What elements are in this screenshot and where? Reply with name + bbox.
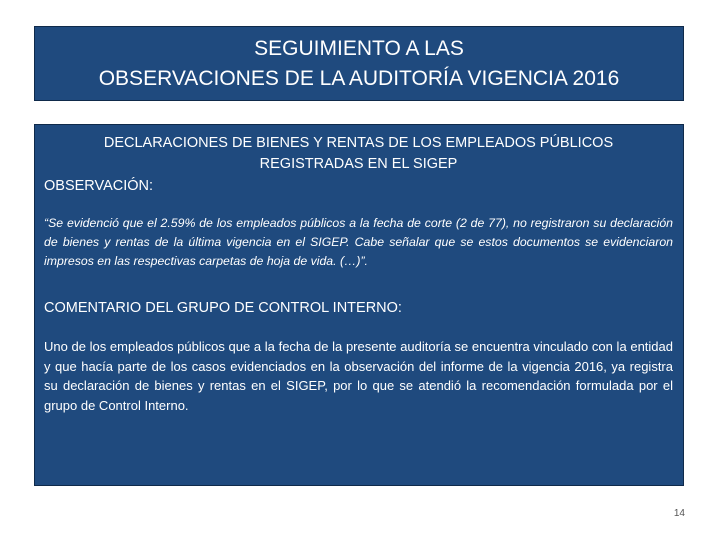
section-heading-line-2: REGISTRADAS EN EL SIGEP: [259, 156, 458, 172]
section-heading-line-1: DECLARACIONES DE BIENES Y RENTAS DE LOS EMPLEADOS PÚBLICOS: [103, 135, 614, 151]
comment-label: COMENTARIO DEL GRUPO DE CONTROL INTERNO:: [44, 300, 402, 316]
slide-title-line-1: SEGUIMIENTO A LAS: [254, 37, 464, 60]
slide-title-box: [34, 26, 684, 101]
observation-label: OBSERVACIÓN:: [44, 178, 154, 194]
slide-title-line-2: OBSERVACIONES DE LA AUDITORÍA VIGENCIA 2016: [98, 67, 620, 90]
comment-text: Uno de los empleados públicos que a la fecha de la presente auditoría se encuentra vinculado con la entidad y que hacía parte de los casos evidenciados en la observación del informe de la vigencia 2016, ya registra su declaración de bienes y rentas en el SIGEP, por lo que se atendió la recomendación formulada por el grupo de Control Interno.: [44, 339, 673, 413]
observation-text: “Se evidenció que el 2.59% de los empleados públicos a la fecha de corte (2 de 77), no registraron su declaración de bienes y rentas de la última vigencia en el SIGEP. Cabe señalar que se estos documentos se evidenciaron impresos en las respectivas carpetas de hoja de vida. (…)”.: [44, 216, 673, 268]
content-box: [34, 124, 684, 486]
section-heading: [44, 133, 673, 175]
page-number: 14: [673, 508, 685, 519]
